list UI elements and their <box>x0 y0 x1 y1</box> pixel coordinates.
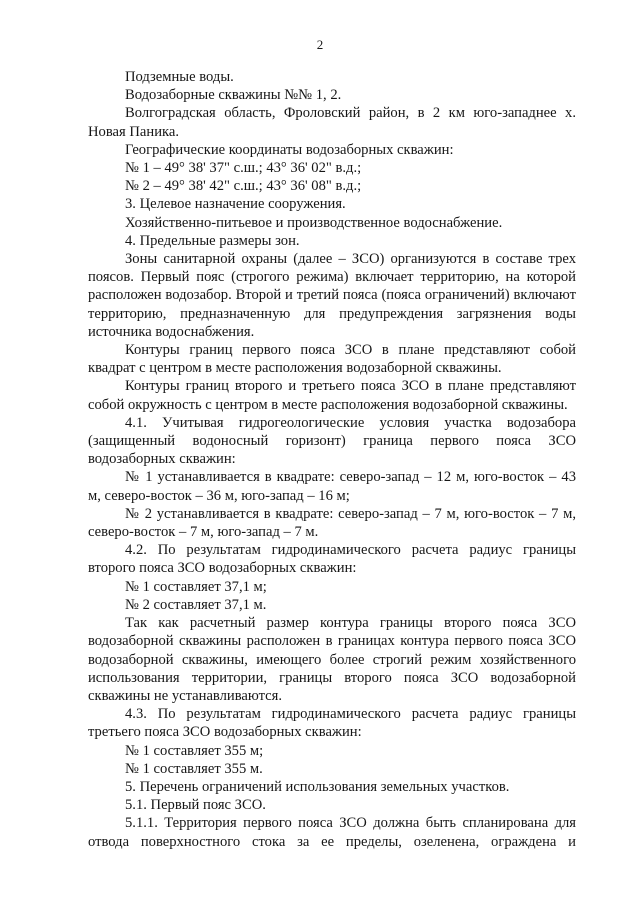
paragraph: № 1 устанавливается в квадрате: северо-запад – 12 м, юго-восток – 43 м, северо-восток – 36 м, юго-запад – 16 м; <box>88 469 576 504</box>
paragraph: 4.1. Учитывая гидрогеологические условия участка водозабора (защищенный водоносный горизонт) граница первого пояса ЗСО водозаборных скважин: <box>88 414 576 468</box>
paragraph: Географические координаты водозаборных скважин: <box>125 141 454 158</box>
paragraph: 4.3. По результатам гидродинамического расчета радиус границы третьего пояса ЗСО водозаборных скважин: <box>88 706 576 741</box>
paragraph: Подземные воды. <box>125 69 234 85</box>
paragraph: Водозаборные скважины №№ 1, 2. <box>125 87 342 104</box>
paragraph: 4.2. По результатам гидродинамического расчета радиус границы второго пояса ЗСО водозаборных скважин: <box>88 542 576 577</box>
paragraph: № 2 составляет 37,1 м. <box>125 596 267 613</box>
paragraph: 5.1. Первый пояс ЗСО. <box>125 797 266 814</box>
paragraph: № 1 составляет 355 м. <box>125 760 263 777</box>
paragraph: Так как расчетный размер контура границы второго пояса ЗСО водозаборной скважины расположен в границах контура первого пояса ЗСО водозаборной скважины, имеющего более строгий режим хозяйственного использования территории, границы второго пояса ЗСО водозаборной скважины не устанавливаются. <box>88 615 576 704</box>
paragraph: Контуры границ второго и третьего пояса ЗСО в плане представляют собой окружность с центром в месте расположения водозаборной скважины. <box>88 378 576 413</box>
paragraph: Контуры границ первого пояса ЗСО в плане представляют собой квадрат с центром в месте расположения водозаборной скважины. <box>88 342 576 377</box>
paragraph: № 1 составляет 37,1 м; <box>125 578 267 595</box>
paragraph: Волгоградская область, Фроловский район, в 2 км юго-западнее х. Новая Паника. <box>88 105 576 140</box>
paragraph: Хозяйственно-питьевое и производственное водоснабжение. <box>125 214 503 231</box>
paragraph: № 2 – 49° 38' 42" с.ш.; 43° 36' 08" в.д.; <box>125 178 362 195</box>
paragraph: Зоны санитарной охраны (далее – ЗСО) организуются в составе трех поясов. Первый пояс (строгого режима) включает территорию, на которой расположен водозабор. Второй и третий пояса (пояса ограничений) включают территорию, предназначенную для предупреждения загрязнения воды источника водоснабжения. <box>88 251 576 340</box>
paragraph: № 1 составляет 355 м; <box>125 742 264 759</box>
paragraph: № 1 – 49° 38' 37" с.ш.; 43° 36' 02" в.д.; <box>125 160 362 177</box>
paragraph: 5.1.1. Территория первого пояса ЗСО должна быть спланирована для отвода поверхностного стока за ее пределы, озеленена, ограждена и <box>88 815 576 850</box>
page-number: 2 <box>316 37 324 52</box>
paragraph: 4. Предельные размеры зон. <box>125 232 300 249</box>
paragraph: 3. Целевое назначение сооружения. <box>125 196 346 213</box>
document-body <box>88 68 576 851</box>
paragraph: 5. Перечень ограничений использования земельных участков. <box>125 778 510 795</box>
paragraph: № 2 устанавливается в квадрате: северо-запад – 7 м, юго-восток – 7 м, северо-восток – 7 м, юго-запад – 7 м. <box>88 505 576 541</box>
